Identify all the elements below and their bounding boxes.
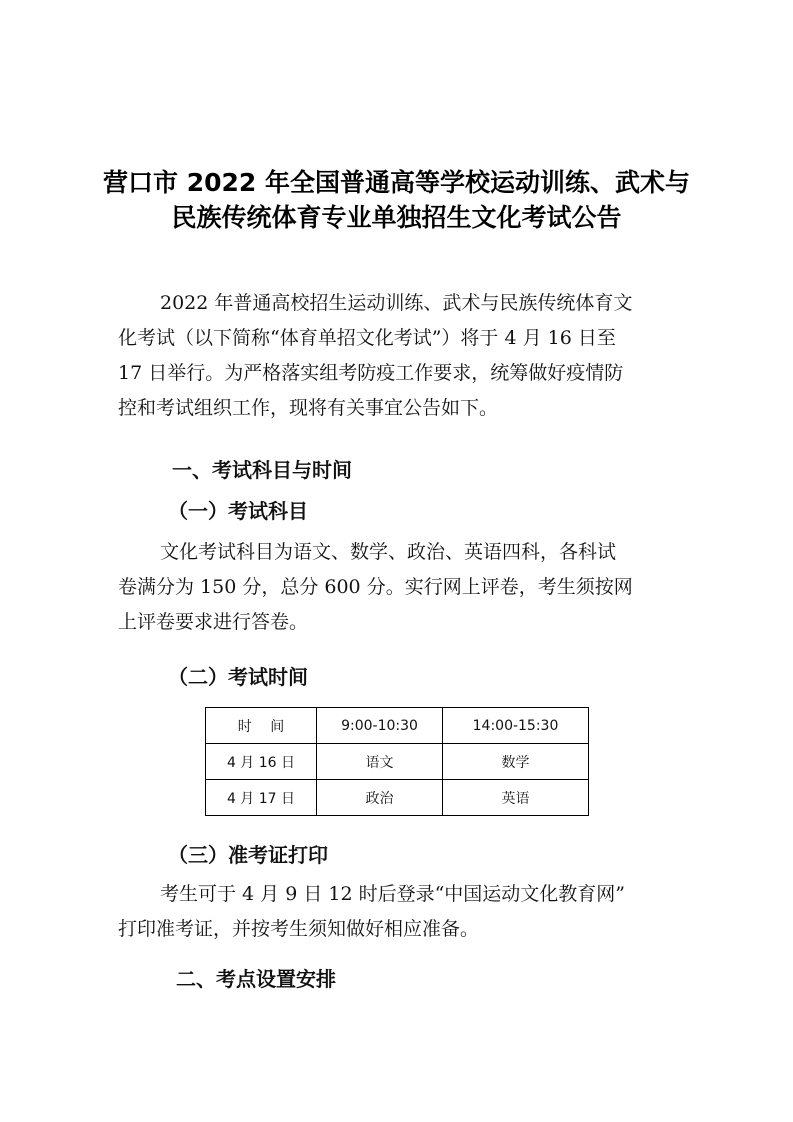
intro-line: 17 日举行。为严格落实组考防疫工作要求，统筹做好疫情防 <box>118 362 624 384</box>
table-row <box>206 744 589 780</box>
intro-line: 化考试（以下简称“体育单招文化考试”）将于 4 月 16 日至 <box>118 327 616 349</box>
sub-2-heading: （二）考试时间 <box>168 665 308 689</box>
table-cell: 英语 <box>443 780 589 816</box>
section-2-heading: 二、考点设置安排 <box>176 967 336 991</box>
table-row <box>206 780 589 816</box>
table-cell: 4 月 17 日 <box>206 780 317 816</box>
admission-ticket-paragraph <box>118 877 678 947</box>
intro-paragraph <box>118 286 678 426</box>
sub-3-heading: （三）准考证打印 <box>168 843 328 867</box>
table-cell: 时 间 <box>206 708 317 744</box>
admission-line: 考生可于 4 月 9 日 12 时后登录“中国运动文化教育网” <box>160 883 626 905</box>
table-header-row <box>206 708 589 744</box>
table-cell: 语文 <box>317 744 443 780</box>
subjects-line: 文化考试科目为语文、数学、政治、英语四科，各科试 <box>160 541 617 563</box>
exam-schedule-table <box>205 707 589 816</box>
document-title-line-2: 民族传统体育专业单独招生文化考试公告 <box>171 203 622 232</box>
table-cell: 数学 <box>443 744 589 780</box>
intro-line: 控和考试组织工作，现将有关事宜公告如下。 <box>118 397 499 419</box>
table-cell: 14:00-15:30 <box>443 708 589 744</box>
admission-line: 打印准考证，并按考生须知做好相应准备。 <box>118 918 480 940</box>
section-1-heading: 一、考试科目与时间 <box>172 458 352 482</box>
subjects-line: 卷满分为 150 分，总分 600 分。实行网上评卷，考生须按网 <box>118 576 633 598</box>
intro-line: 2022 年普通高校招生运动训练、武术与民族传统体育文 <box>160 292 633 314</box>
document-title-line-1: 营口市 2022 年全国普通高等学校运动训练、武术与 <box>103 168 690 197</box>
table-cell: 4 月 16 日 <box>206 744 317 780</box>
table-cell: 政治 <box>317 780 443 816</box>
subjects-line: 上评卷要求进行答卷。 <box>118 611 309 633</box>
subjects-paragraph <box>118 535 678 640</box>
table-cell: 9:00-10:30 <box>317 708 443 744</box>
sub-1-heading: （一）考试科目 <box>168 499 308 523</box>
